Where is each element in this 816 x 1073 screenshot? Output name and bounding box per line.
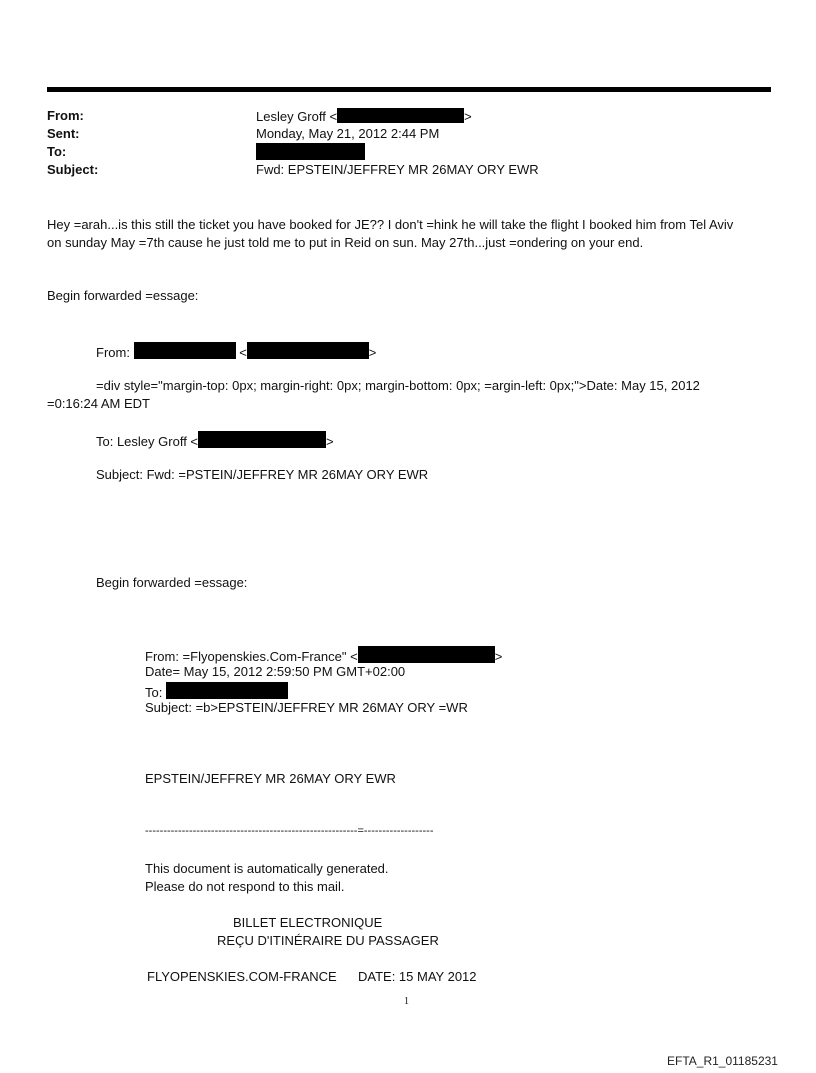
redaction-block	[198, 431, 326, 448]
redaction-block	[134, 342, 236, 359]
from-label: From:	[47, 108, 84, 123]
body-line: Hey =arah...is this still the ticket you have booked for JE?? I don't =hink he will take the flight I booked him from Tel Aviv	[47, 217, 734, 232]
body-line: on sunday May =7th cause he just told me to put in Reid on sun. May 27th...just =ondering on your end.	[47, 235, 644, 250]
fwd1-date-line2: =0:16:24 AM EDT	[47, 396, 150, 411]
sent-value: Monday, May 21, 2012 2:44 PM	[256, 126, 440, 141]
fwd1-from-label: From:	[96, 345, 130, 360]
fwd1-date-line1: =div style="margin-top: 0px; margin-right: 0px; margin-bottom: 0px; =argin-left: 0px;">Date: May 15, 2012	[96, 378, 700, 393]
fwd1-from-line	[96, 342, 376, 360]
fwd1-to-text: To: Lesley Groff <	[96, 434, 199, 449]
subject-value: Fwd: EPSTEIN/JEFFREY MR 26MAY ORY EWR	[256, 162, 539, 177]
issue-date: DATE: 15 MAY 2012	[358, 969, 477, 984]
to-label: To:	[47, 144, 67, 159]
redaction-block	[256, 143, 365, 160]
from-close: >	[464, 109, 472, 124]
begin-forwarded-2: Begin forwarded =essage:	[96, 575, 248, 590]
divider-line: ----------------------------------------------------------=-------------------	[145, 825, 434, 837]
redaction-block	[358, 646, 495, 663]
to-value	[256, 143, 365, 161]
redaction-block	[166, 682, 288, 699]
fwd2-date: Date= May 15, 2012 2:59:50 PM GMT+02:00	[145, 664, 406, 679]
agency-name: FLYOPENSKIES.COM-FRANCE	[147, 969, 337, 984]
fwd2-from-text: From: =Flyopenskies.Com-France" <	[145, 649, 358, 664]
fwd2-from-close: >	[494, 649, 503, 664]
fwd2-to-line	[145, 682, 288, 700]
auto-generated-line2: Please do not respond to this mail.	[145, 879, 345, 894]
begin-forwarded-1: Begin forwarded =essage:	[47, 288, 199, 303]
sent-label: Sent:	[47, 126, 80, 141]
subject-label: Subject:	[47, 162, 99, 177]
document-id: EFTA_R1_01185231	[667, 1054, 778, 1068]
header-rule	[47, 87, 771, 92]
fwd2-subject: Subject: =b>EPSTEIN/JEFFREY MR 26MAY ORY =WR	[145, 700, 468, 715]
from-value	[256, 108, 472, 124]
fwd1-subject: Subject: Fwd: =PSTEIN/JEFFREY MR 26MAY ORY EWR	[96, 467, 429, 482]
recu-itineraire: REÇU D'ITINÉRAIRE DU PASSAGER	[217, 933, 439, 948]
body-paragraph	[47, 216, 787, 252]
ticket-title: EPSTEIN/JEFFREY MR 26MAY ORY EWR	[145, 771, 396, 786]
redaction-block	[247, 342, 369, 359]
fwd1-gt: >	[368, 345, 377, 360]
fwd2-to-label: To:	[145, 685, 163, 700]
fwd1-lt: <	[239, 345, 247, 360]
redaction-block	[337, 108, 464, 123]
auto-generated-line1: This document is automatically generated.	[145, 861, 389, 876]
page-number: 1	[404, 996, 409, 1007]
fwd2-from-line	[145, 646, 502, 664]
fwd1-to-line	[96, 431, 334, 449]
fwd1-to-close: >	[326, 434, 334, 449]
billet-electronique: BILLET ELECTRONIQUE	[233, 915, 383, 930]
from-name: Lesley Groff <	[256, 109, 338, 124]
